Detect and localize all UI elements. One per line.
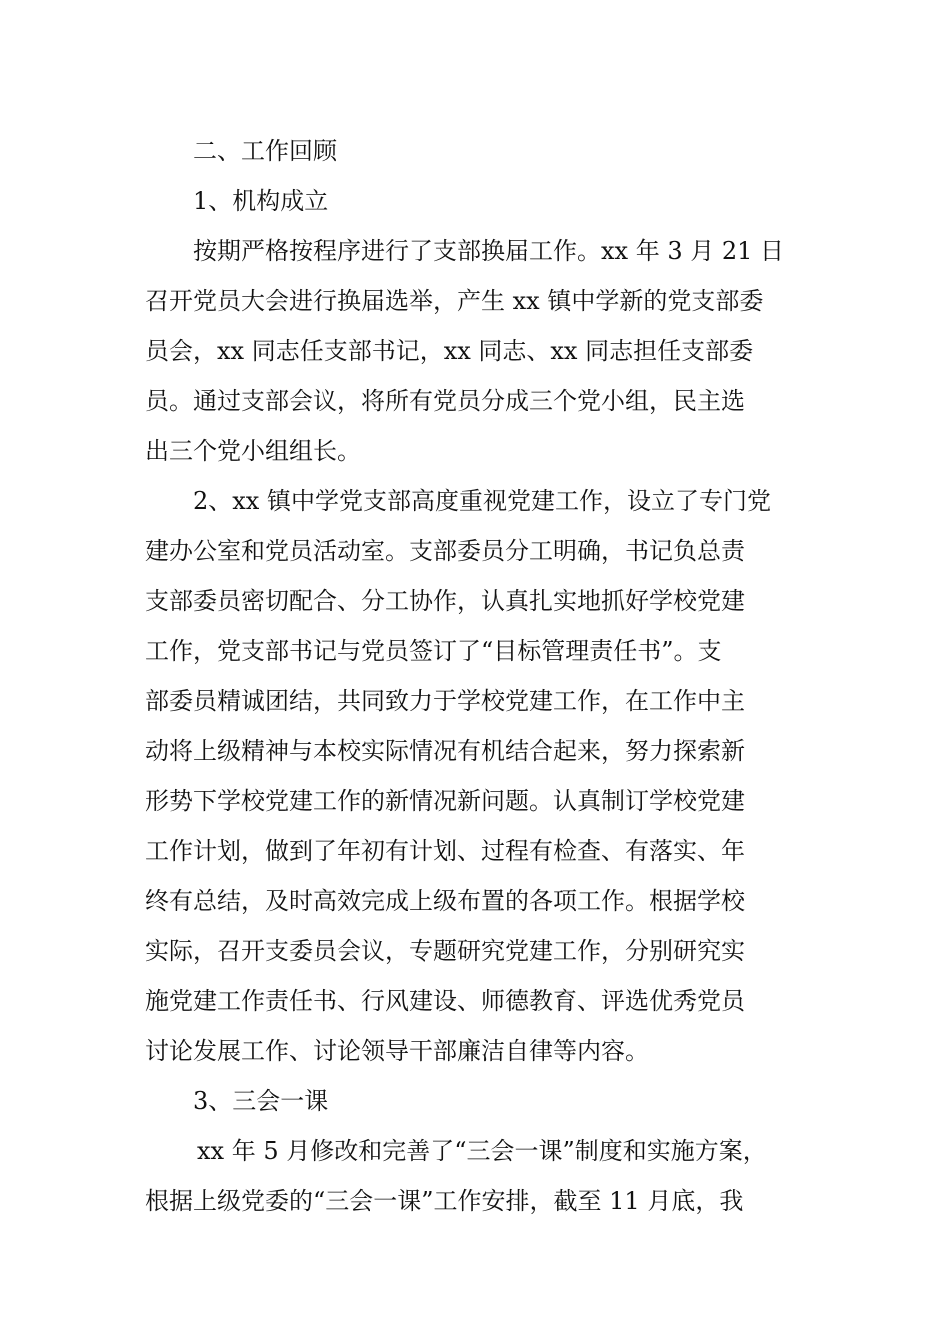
paragraph-line: 按期严格按程序进行了支部换届工作。xx 年 3 月 21 日 (193, 237, 785, 265)
paragraph-line: 2、xx 镇中学党支部高度重视党建工作，设立了专门党 (193, 487, 771, 515)
paragraph (145, 226, 810, 476)
paragraph-line: 动将上级精神与本校实际情况有机结合起来，努力探索新 (145, 737, 745, 765)
paragraph-line: 讨论发展工作、讨论领导干部廉洁自律等内容。 (145, 1037, 649, 1065)
subsection-title: 1、机构成立 (193, 187, 329, 215)
paragraph-line: 出三个党小组组长。 (145, 437, 361, 465)
paragraph-line: 建办公室和党员活动室。支部委员分工明确，书记负总责 (145, 537, 745, 565)
paragraph-line: 施党建工作责任书、行风建设、师德教育、评选优秀党员 (145, 987, 745, 1015)
paragraph-line: 形势下学校党建工作的新情况新问题。认真制订学校党建 (145, 787, 745, 815)
paragraph-line: 终有总结，及时高效完成上级布置的各项工作。根据学校 (145, 887, 745, 915)
paragraph (145, 476, 810, 1076)
document-body (145, 126, 810, 1226)
paragraph-line: 工作计划，做到了年初有计划、过程有检查、有落实、年 (145, 837, 745, 865)
paragraph-line: xx 年 5 月修改和完善了“三会一课”制度和实施方案， (197, 1137, 767, 1165)
paragraph-line: 员。通过支部会议，将所有党员分成三个党小组，民主选 (145, 387, 745, 415)
paragraph-line: 工作，党支部书记与党员签订了“目标管理责任书”。支 (145, 637, 722, 665)
paragraph-line: 根据上级党委的“三会一课”工作安排，截至 11 月底，我 (145, 1187, 744, 1215)
section-heading: 二、工作回顾 (193, 137, 337, 165)
paragraph-line: 部委员精诚团结，共同致力于学校党建工作，在工作中主 (145, 687, 745, 715)
paragraph-line: 召开党员大会进行换届选举，产生 xx 镇中学新的党支部委 (145, 287, 764, 315)
subsection-title: 3、三会一课 (193, 1087, 329, 1115)
paragraph-line: 实际，召开支委员会议，专题研究党建工作，分别研究实 (145, 937, 745, 965)
paragraph (145, 1126, 810, 1226)
paragraph-line: 支部委员密切配合、分工协作，认真扎实地抓好学校党建 (145, 587, 745, 615)
paragraph-line: 员会，xx 同志任支部书记，xx 同志、xx 同志担任支部委 (145, 337, 754, 365)
